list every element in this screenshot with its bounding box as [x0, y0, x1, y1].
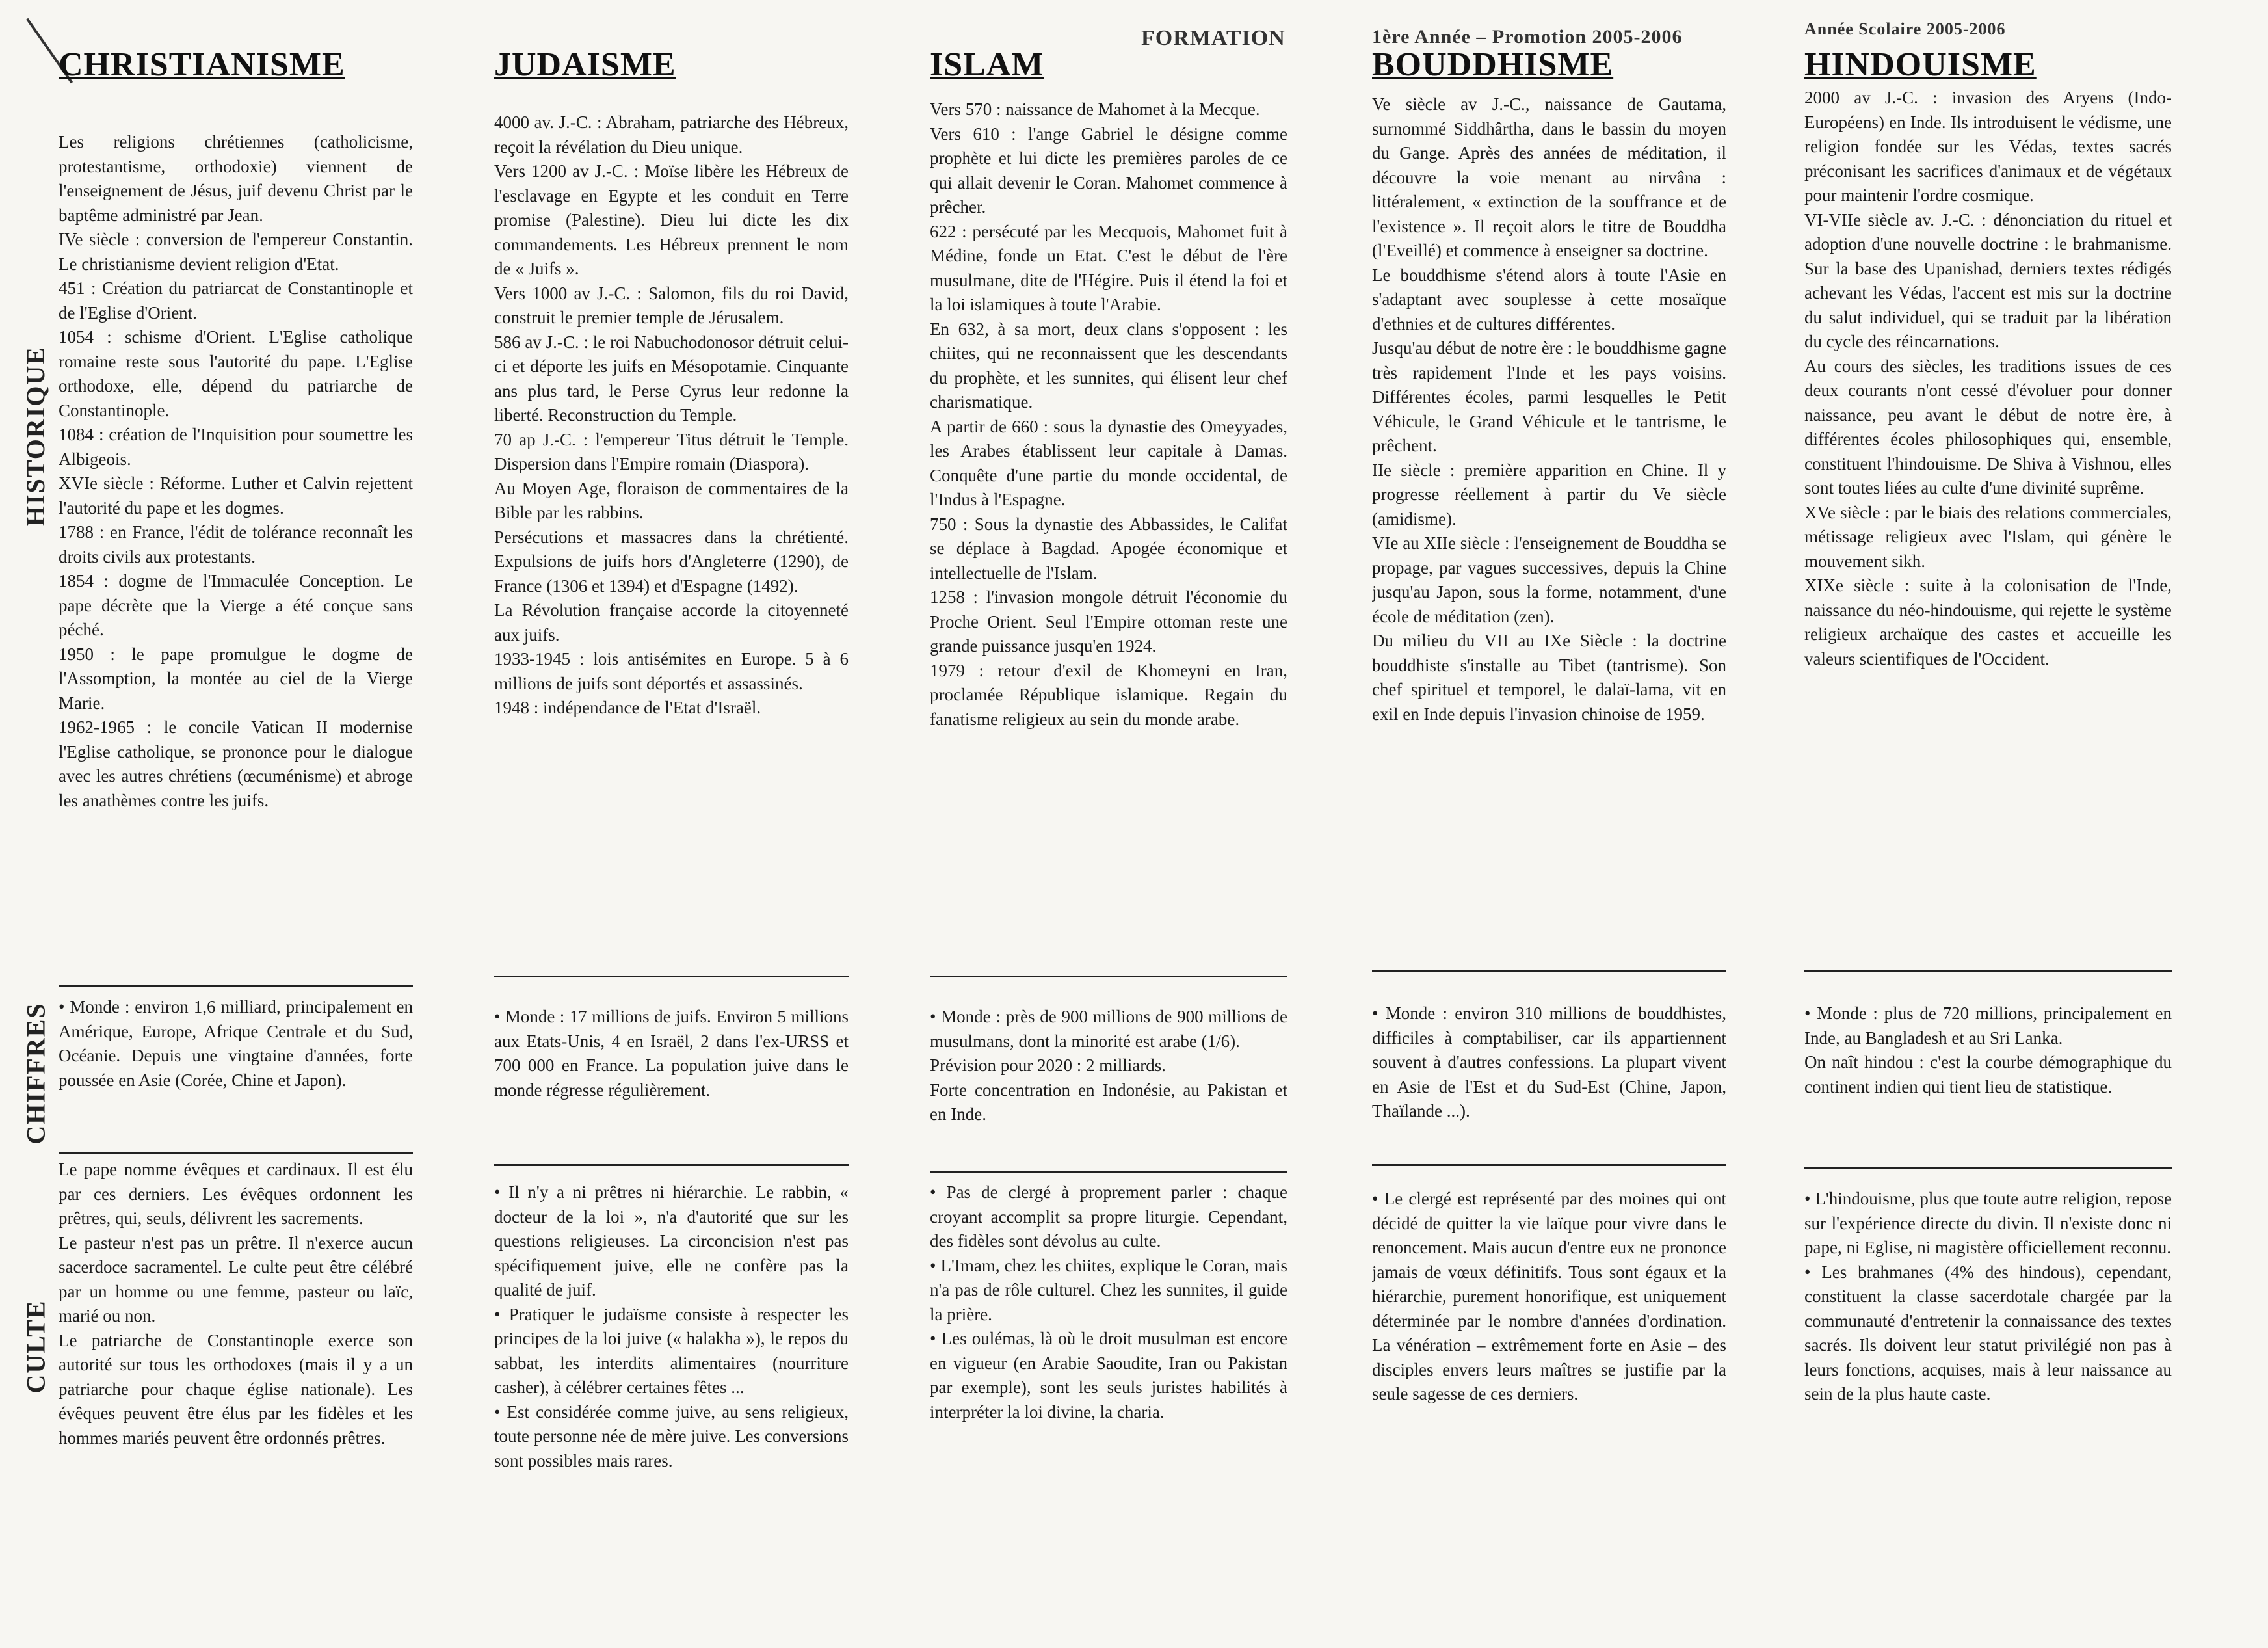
historique-section-paragraph: 1950 : le pape promulgue le dogme de l'Assomption, la montée au ciel de la Vierge Marie. — [59, 644, 413, 713]
section-divider — [1372, 970, 1726, 972]
side-label-chiffres: CHIFFRES — [21, 1002, 51, 1145]
historique-section-paragraph: 1054 : schisme d'Orient. L'Eglise catholique romaine reste sous l'autorité du pape. L'Eglise orthodoxe, elle, dépend du patriarche de Constantinople. — [59, 327, 413, 420]
religion-title: ISLAM — [930, 46, 1044, 83]
chiffres-section-paragraph: • Monde : environ 310 millions de bouddhistes, difficiles à comptabiliser, car ils appartiennent souvent à d'autres confessions. La plupart vivent en Asie de l'Est et du Sud-Est (Chine, Japon, Thaïlande ...). — [1372, 1003, 1726, 1121]
historique-section-paragraph: Vers 570 : naissance de Mahomet à la Mecque. — [930, 100, 1260, 119]
chiffres-section-paragraph: • Monde : près de 900 millions de 900 millions de musulmans, dont la minorité est arabe (1/6). — [930, 1007, 1287, 1051]
religion-column — [1372, 0, 1726, 1648]
historique-section-paragraph: 1948 : indépendance de l'Etat d'Israël. — [494, 698, 761, 717]
historique-section-paragraph: Les religions chrétiennes (catholicisme, protestantisme, orthodoxie) viennent de l'enseignement de Jésus, juif devenu Christ par le baptême administré par Jean. — [59, 132, 413, 225]
historique-section-paragraph: 2000 av J.-C. : invasion des Aryens (Indo-Européens) en Inde. Ils introduisent le védisme, une religion fondée sur les Védas, textes sacrés préconisant les sacrifices d'animaux et de végétaux pour maintenir l'ordre cosmique. — [1804, 88, 2172, 205]
culte-section-paragraph: • Il n'y a ni prêtres ni hiérarchie. Le rabbin, « docteur de la loi », n'a d'autorité que sur les questions religieuses. La circoncision n'est pas spécifiquement juive, elle ne confère pas la qualité de juif. — [494, 1182, 849, 1299]
historique-section-paragraph: 1962-1965 : le concile Vatican II modernise l'Eglise catholique, se prononce pour le dialogue avec les autres chrétiens (œcuménisme) et abroge les anathèmes contre les juifs. — [59, 717, 413, 810]
header-promotion: 1ère Année – Promotion 2005-2006 — [1372, 26, 1683, 47]
culte-section-paragraph: • Les oulémas, là où le droit musulman est encore en vigueur (en Arabie Saoudite, Iran ou Pakistan par exemple), sont les seuls juristes habilités à interpréter la loi divine, la charia. — [930, 1329, 1287, 1422]
historique-section-paragraph: 586 av J.-C. : le roi Nabuchodonosor détruit celui-ci et déporte les juifs en Mésopotamie. Cinquante ans plus tard, le Perse Cyrus leur redonne la liberté. Reconstruction du Temple. — [494, 332, 849, 425]
historique-section — [930, 98, 1287, 963]
historique-section-paragraph: 750 : Sous la dynastie des Abbassides, le Califat se déplace à Bagdad. Apogée économique et intellectuelle de l'Islam. — [930, 514, 1287, 583]
section-divider — [494, 1164, 849, 1166]
chiffres-section — [1372, 1002, 1726, 1171]
side-label-historique: HISTORIQUE — [21, 345, 51, 526]
historique-section-paragraph: IVe siècle : conversion de l'empereur Constantin. Le christianisme devient religion d'Etat. — [59, 230, 413, 274]
culte-section — [59, 1158, 413, 1561]
culte-section — [930, 1180, 1287, 1522]
historique-section-paragraph: XVIe siècle : Réforme. Luther et Calvin rejettent l'autorité du pape et les dogmes. — [59, 473, 413, 518]
historique-section-paragraph: 622 : persécuté par les Mecquois, Mahomet fuit à Médine, fonde un Etat. C'est le début de l'ère musulmane, dite de l'Hégire. Puis il étend la foi et la loi islamiques à toute l'Arabie. — [930, 221, 1287, 314]
chiffres-section — [930, 1005, 1287, 1164]
culte-section — [1372, 1187, 1726, 1522]
historique-section-paragraph: Au cours des siècles, les traditions issues de ces deux courants n'ont cessé d'évoluer pour donner naissance, peu avant le début de notre ère, à différentes écoles philosophiques qui, ensemble, constituent l'hindouisme. De Shiva à Vishnou, elles sont toutes liées au culte d'une divinité suprême. — [1804, 356, 2172, 498]
religion-title: HINDOUISME — [1804, 46, 2037, 83]
historique-section-paragraph: 1788 : en France, l'édit de tolérance reconnaît les droits civils aux protestants. — [59, 522, 413, 566]
chiffres-section-paragraph: • Monde : 17 millions de juifs. Environ 5 millions aux Etats-Unis, 4 en Israël, 2 dans l'ex-URSS et 700 000 en France. La population juive dans le monde régresse régulièrement. — [494, 1007, 849, 1100]
culte-section-paragraph: • L'hindouisme, plus que toute autre religion, repose sur l'expérience directe du divin. Il n'existe donc ni pape, ni Eglise, ni magistère officiellement reconnu. — [1804, 1189, 2172, 1257]
historique-section-paragraph: 1933-1945 : lois antisémites en Europe. 5 à 6 millions de juifs sont déportés et assassinés. — [494, 649, 849, 693]
chiffres-section — [494, 1005, 849, 1145]
header-annee: Année Scolaire 2005-2006 — [1804, 20, 2006, 38]
header-formation: FORMATION — [1141, 26, 1286, 50]
religion-title: BOUDDHISME — [1372, 46, 1614, 83]
chiffres-section-paragraph: Prévision pour 2020 : 2 milliards. — [930, 1056, 1166, 1075]
culte-section-paragraph: • Le clergé est représenté par des moines qui ont décidé de quitter la vie laïque pour vivre dans le renoncement. Mais aucun d'entre eux ne prononce jamais de vœux définitifs. Tous sont égaux et la hiérarchie, purement honorifique, est uniquement déterminée par le nombre d'années d'ordination. La vénération – extrêmement forte en Asie – des disciples envers leurs maîtres se justifie par la seule sagesse de ces derniers. — [1372, 1189, 1726, 1403]
historique-section-paragraph: 1258 : l'invasion mongole détruit l'économie du Proche Orient. Seul l'Empire ottoman reste une grande puissance jusqu'en 1924. — [930, 587, 1287, 656]
historique-section-paragraph: Jusqu'au début de notre ère : le bouddhisme gagne très rapidement l'Inde et les pays voisins. Différentes écoles, parmi lesquelles le Petit Véhicule, le Grand Véhicule et le tantrisme, le prêchent. — [1372, 338, 1726, 455]
historique-section-paragraph: XVe siècle : par le biais des relations commerciales, métissage religieux avec l'Islam, qui génère le mouvement sikh. — [1804, 502, 2172, 571]
chiffres-section — [59, 995, 413, 1148]
historique-section-paragraph: Persécutions et massacres dans la chrétienté. Expulsions de juifs hors d'Angleterre (1290), de France (1306 et 1394) et d'Espagne (1492). — [494, 527, 849, 596]
religion-column — [1804, 0, 2172, 1648]
section-divider — [930, 976, 1287, 977]
historique-section-paragraph: 1979 : retour d'exil de Khomeyni en Iran, proclamée République islamique. Regain du fanatisme religieux au sein du monde arabe. — [930, 660, 1287, 729]
historique-section-paragraph: Vers 1000 av J.-C. : Salomon, fils du roi David, construit le premier temple de Jérusalem. — [494, 283, 849, 327]
historique-section-paragraph: En 632, à sa mort, deux clans s'opposent : les chiites, qui ne reconnaissent que les descendants du prophète, et les sunnites, qui élisent leur chef charismatique. — [930, 319, 1287, 412]
historique-section-paragraph: La Révolution française accorde la citoyenneté aux juifs. — [494, 600, 849, 645]
culte-section — [494, 1180, 849, 1574]
historique-section-paragraph: IIe siècle : première apparition en Chine. Il y progresse réellement à partir du Ve siècle (amidisme). — [1372, 460, 1726, 529]
historique-section — [494, 111, 849, 943]
historique-section-paragraph: Vers 1200 av J.-C. : Moïse libère les Hébreux de l'esclavage en Egypte et les conduit en Terre promise (Palestine). Dieu lui dicte les dix commandements. Les Hébreux prennent le nom de « Juifs ». — [494, 161, 849, 278]
religion-title: JUDAISME — [494, 46, 676, 83]
historique-section-paragraph: 1854 : dogme de l'Immaculée Conception. Le pape décrète que la Vierge a été conçue sans péché. — [59, 571, 413, 639]
section-divider — [930, 1171, 1287, 1173]
culte-section-paragraph: • Est considérée comme juive, au sens religieux, toute personne née de mère juive. Les conversions sont possibles mais rares. — [494, 1402, 849, 1470]
section-divider — [59, 985, 413, 987]
section-divider — [1372, 1164, 1726, 1166]
historique-section — [1372, 92, 1726, 930]
religion-column — [59, 0, 413, 1648]
chiffres-section-paragraph: • Monde : plus de 720 millions, principalement en Inde, au Bangladesh et au Sri Lanka. — [1804, 1003, 2172, 1048]
historique-section-paragraph: 4000 av. J.-C. : Abraham, patriarche des Hébreux, reçoit la révélation du Dieu unique. — [494, 113, 849, 157]
historique-section-paragraph: Vers 610 : l'ange Gabriel le désigne comme prophète et lui dicte les premières paroles de ce qui allait devenir le Coran. Mahomet commence à prêcher. — [930, 124, 1287, 217]
historique-section — [1804, 86, 2172, 930]
religion-column — [930, 0, 1287, 1648]
historique-section-paragraph: Ve siècle av J.-C., naissance de Gautama, surnommé Siddhârtha, dans le bassin du moyen du Gange. Après des années de méditation, il découvre la voie menant au nirvâna : littéralement, « extinction de la souffrance et de l'existence ». Il reçoit alors le titre de Bouddha (l'Eveillé) et commence à enseigner sa doctrine. — [1372, 94, 1726, 260]
culte-section-paragraph: Le pape nomme évêques et cardinaux. Il est élu par ces derniers. Les évêques ordonnent les prêtres, qui, seuls, délivrent les sacrements. — [59, 1160, 413, 1228]
religion-title: CHRISTIANISME — [59, 46, 345, 83]
section-divider — [494, 976, 849, 977]
side-label-culte: CULTE — [21, 1299, 51, 1394]
culte-section-paragraph: Le patriarche de Constantinople exerce son autorité sur tous les orthodoxes (mais il y a un patriarche pour chaque église nationale). Les évêques peuvent être élus par les fidèles et les hommes mariés peuvent être ordonnés prêtres. — [59, 1330, 413, 1448]
culte-section-paragraph: • Pas de clergé à proprement parler : chaque croyant accomplit sa propre liturgie. Cependant, des fidèles sont dévolus au culte. — [930, 1182, 1287, 1251]
historique-section-paragraph: Du milieu du VII au IXe Siècle : la doctrine bouddhiste s'installe au Tibet (tantrisme). Son chef spirituel et temporel, le dalaï-lama, vit en exil en Inde depuis l'invasion chinoise de 1959. — [1372, 631, 1726, 724]
section-divider — [1804, 970, 2172, 972]
historique-section-paragraph: Au Moyen Age, floraison de commentaires de la Bible par les rabbins. — [494, 478, 849, 522]
chiffres-section-paragraph: • Monde : environ 1,6 milliard, principalement en Amérique, Europe, Afrique Centrale et du Sud, Océanie. Depuis une vingtaine d'années, forte poussée en Asie (Corée, Chine et Japon). — [59, 997, 413, 1090]
chiffres-section-paragraph: Forte concentration en Indonésie, au Pakistan et en Inde. — [930, 1080, 1287, 1124]
historique-section-paragraph: 1084 : création de l'Inquisition pour soumettre les Albigeois. — [59, 425, 413, 469]
chiffres-section — [1804, 1002, 2172, 1145]
chiffres-section-paragraph: On naît hindou : c'est la courbe démographique du continent indien qui tient lieu de statistique. — [1804, 1052, 2172, 1096]
section-divider — [1804, 1167, 2172, 1169]
historique-section-paragraph: VIe au XIIe siècle : l'enseignement de Bouddha se propage, par vagues successives, depuis la Chine jusqu'au Japon, sous la forme, notamment, d'une école de méditation (zen). — [1372, 533, 1726, 626]
historique-section — [59, 130, 413, 982]
historique-section-paragraph: VI-VIIe siècle av. J.-C. : dénonciation du rituel et adoption d'une nouvelle doctrine : le brahmanisme. Sur la base des Upanishad, derniers textes rédigés achevant les Védas, l'accent est mis sur la doctrine du salut individuel, qui se traduit par la libération du cycle des réincarnations. — [1804, 209, 2172, 351]
historique-section-paragraph: A partir de 660 : sous la dynastie des Omeyyades, les Arabes établissent leur capitale à Damas. Conquête d'une partie du monde occidental, de l'Indus à l'Espagne. — [930, 416, 1287, 509]
culte-section-paragraph: • Les brahmanes (4% des hindous), cependant, constituent la classe sacerdotale chargée par la communauté d'entretenir la connaissance des textes sacrés. Ils doivent leur statut privilégié non pas à leurs fonctions, acquises, mais à leur naissance au sein de la plus haute caste. — [1804, 1262, 2172, 1403]
culte-section-paragraph: • Pratiquer le judaïsme consiste à respecter les principes de la loi juive (« halakha »), le repos du sabbat, les interdits alimentaires (nourriture casher), à célébrer certaines fêtes ... — [494, 1304, 849, 1397]
historique-section-paragraph: Le bouddhisme s'étend alors à toute l'Asie en s'adaptant avec souplesse à cette mosaïque d'ethnies et de cultures différentes. — [1372, 265, 1726, 334]
culte-section — [1804, 1187, 2172, 1561]
culte-section-paragraph: Le pasteur n'est pas un prêtre. Il n'exerce aucun sacerdoce sacramentel. Le culte peut être célébré par un homme ou une femme, pasteur ou laïc, marié ou non. — [59, 1232, 413, 1325]
section-divider — [59, 1152, 413, 1154]
historique-section-paragraph: 451 : Création du patriarcat de Constantinople et de l'Eglise d'Orient. — [59, 278, 413, 323]
religion-column — [494, 0, 849, 1648]
historique-section-paragraph: XIXe siècle : suite à la colonisation de l'Inde, naissance du néo-hindouisme, qui rejette le système religieux archaïque des castes et accueille les valeurs scientifiques de l'Occident. — [1804, 576, 2172, 669]
culte-section-paragraph: • L'Imam, chez les chiites, explique le Coran, mais n'a pas de rôle culturel. Chez les sunnites, il guide la prière. — [930, 1255, 1287, 1324]
historique-section-paragraph: 70 ap J.-C. : l'empereur Titus détruit le Temple. Dispersion dans l'Empire romain (Diaspora). — [494, 429, 849, 473]
